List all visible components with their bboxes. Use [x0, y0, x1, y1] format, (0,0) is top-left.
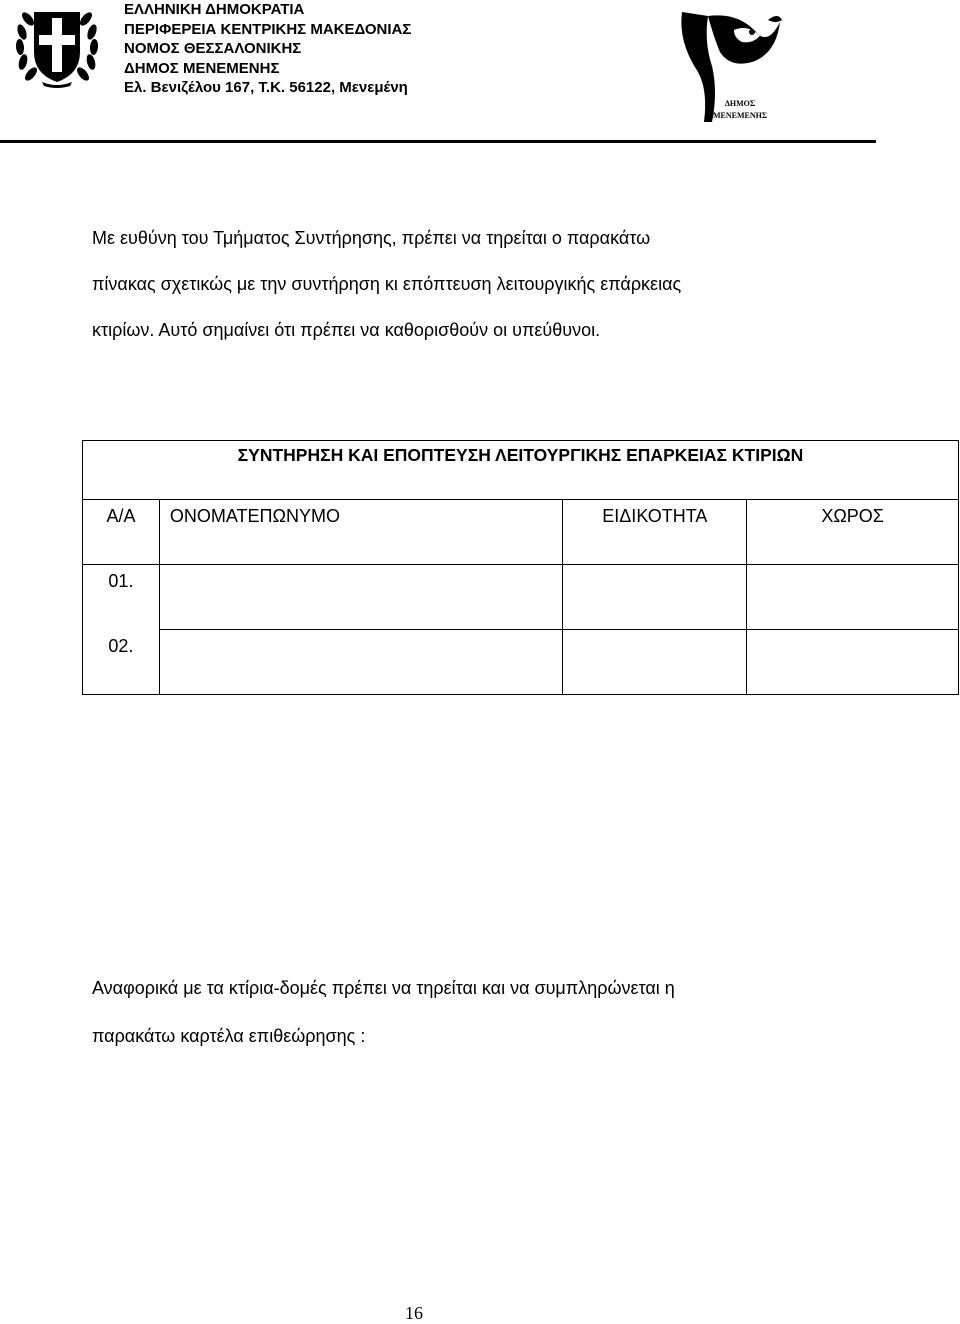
header-line: ΕΛΛΗΝΙΚΗ ΔΗΜΟΚΡΑΤΙΑ [124, 1, 305, 18]
intro-line: Με ευθύνη του Τμήματος Συντήρησης, πρέπει να τηρείται ο παρακάτω [92, 228, 651, 248]
space-cell[interactable] [747, 630, 959, 695]
page-number: 16 [405, 1303, 423, 1323]
table-header-row [83, 500, 959, 565]
header-line: ΠΕΡΙΦΕΡΕΙΑ ΚΕΝΤΡΙΚΗΣ ΜΑΚΕΔΟΝΙΑΣ [124, 20, 412, 38]
specialty-cell[interactable] [563, 630, 747, 695]
intro-line: κτιρίων. Αυτό σημαίνει ότι πρέπει να καθορισθούν οι υπεύθυνοι. [92, 320, 601, 340]
intro-line: πίνακας σχετικώς με την συντήρηση κι επόπτευση λειτουργικής επάρκειας [92, 274, 682, 294]
specialty-cell[interactable] [563, 565, 747, 630]
header-divider [0, 140, 876, 143]
closing-line: Αναφορικά με τα κτίρια-δομές πρέπει να τηρείται και να συμπληρώνεται η [92, 978, 675, 998]
logo-caption [700, 98, 780, 122]
maintenance-table [82, 440, 959, 695]
header-line: ΔΗΜΟΣ ΜΕΝΕΜΕΝΗΣ [124, 59, 280, 77]
space-cell[interactable] [747, 565, 959, 630]
header-line: ΝΟΜΟΣ ΘΕΣΣΑΛΟΝΙΚΗΣ [124, 40, 302, 57]
intro-paragraph [92, 226, 872, 364]
logo-caption-line: ΜΕΝΕΜΕΝΗΣ [712, 111, 768, 120]
header-line: Ελ. Βενιζέλου 167, Τ.Κ. 56122, Μενεμένη [124, 79, 408, 96]
letterhead [0, 0, 960, 145]
letterhead-text [124, 0, 454, 98]
column-header-fullname: ΟΝΟΜΑΤΕΠΩΝΥΜΟ [159, 500, 563, 565]
column-header-space: ΧΩΡΟΣ [747, 500, 959, 565]
column-header-aa: Α/Α [83, 500, 160, 565]
fullname-cell[interactable] [159, 630, 563, 695]
greek-coat-of-arms-icon [12, 2, 102, 88]
closing-paragraph [92, 976, 872, 1072]
closing-line: παρακάτω καρτέλα επιθεώρησης : [92, 1026, 366, 1046]
row-number: 01. [83, 565, 160, 630]
table-row [83, 630, 959, 695]
column-header-specialty: ΕΙΔΙΚΟΤΗΤΑ [563, 500, 747, 565]
fullname-cell[interactable] [159, 565, 563, 630]
table-row [83, 565, 959, 630]
logo-caption-line: ΔΗΜΟΣ [724, 99, 756, 108]
table-title: ΣΥΝΤΗΡΗΣΗ ΚΑΙ ΕΠΟΠΤΕΥΣΗ ΛΕΙΤΟΥΡΓΙΚΗΣ ΕΠΑΡΚΕΙΑΣ ΚΤΙΡΙΩΝ [83, 441, 959, 500]
row-number: 02. [83, 630, 160, 695]
